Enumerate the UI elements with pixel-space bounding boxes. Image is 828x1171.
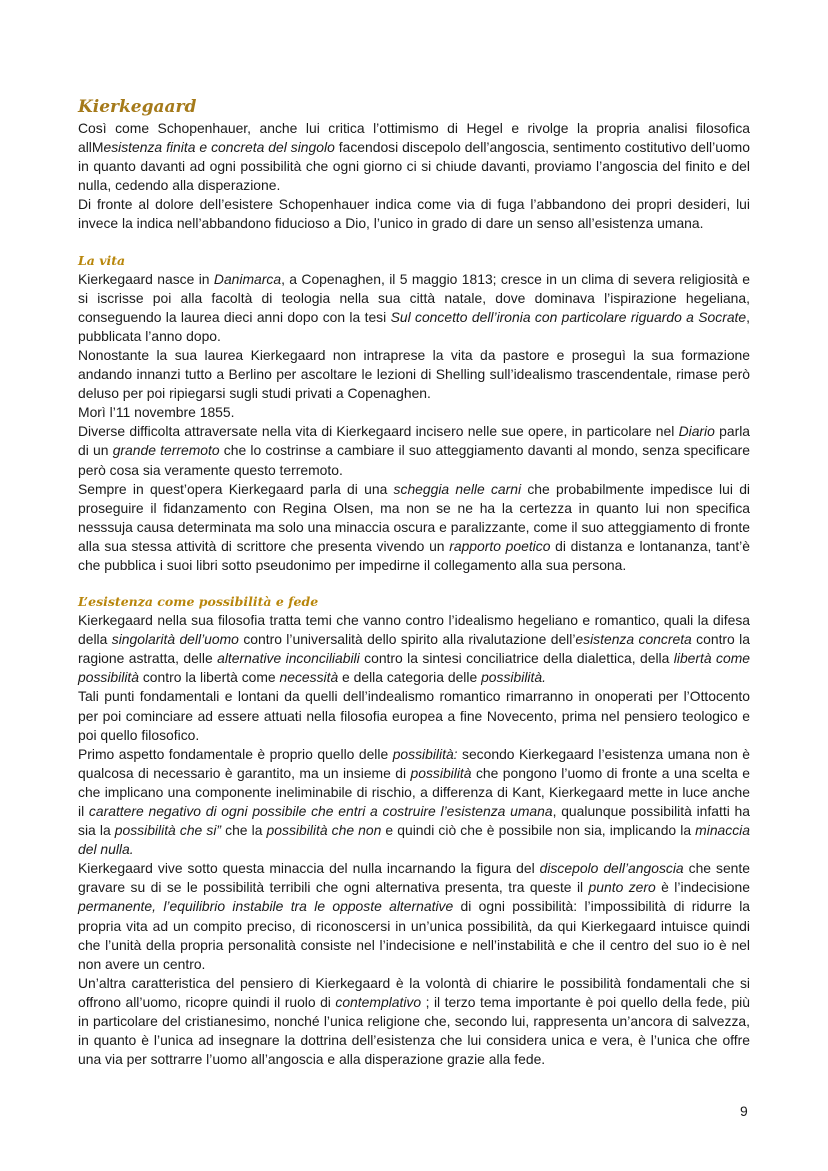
italic-text: libertà come possibilità [78,650,750,686]
intro-block [78,119,750,234]
paragraph [78,403,750,422]
spacer [78,234,750,252]
italic-text: minaccia del nulla. [78,822,750,858]
paragraph [78,480,750,575]
italic-text: carattere negativo di ogni possibile che entri a costruire l’esistenza umana [88,803,553,819]
text-run: che la [221,822,267,839]
text-run: Diverse difficolta attraversate nella vita di Kierkegaard incisero nelle sue opere, in particolare nel [78,423,679,440]
text-run: Così come Schopenhauer, anche lui critica l’ottimismo di Hegel e rivolge la propria analisi filosofica allM [78,120,750,156]
page-title: Kierkegaard [78,97,197,117]
text-run: di ogni possibilità: l’impossibilità di ridurre la propria vita ad un compito preciso, di riconoscersi in un’unica possibilità, da qui Kierkegaard intuisce quindi che l’unità della propria personalità consiste nel l’indecisione e nell’instabilità e che il centro del suo io è nel non avere un centro. [78,898,751,972]
text-run: Morì l’11 novembre 1855. [78,404,235,421]
text-run: ; il terzo tema importante è poi quello della fede, più in particolare del cristianesimo, nonché l’unica religione che, secondo lui, rappresenta un’ancora di salvezza, in quanto è l’unica ad insegnare la dottrina dell’esistenza che lui considera unica e vera, è l’unica che offre una via per sottrarre l’uomo all’angoscia e alla disperazione grazie alla fede. [78,993,750,1068]
section-la-vita-body [78,270,750,576]
paragraph [78,687,750,744]
paragraph [78,422,750,479]
text-run: facendosi discepolo dell’angoscia, sentimento costitutivo dell’uomo in quanto davanti ad ogni possibilità che ogni giorno ci si chiude davanti, proviamo l’angoscia del finito e del nulla, cedendo alla disperazione. [78,139,750,194]
text-run: Primo aspetto fondamentale è proprio quello delle [78,745,393,762]
text-run: contro la libertà come [139,669,280,686]
section-heading-esistenza: L’esistenza come possibilità e fede [78,594,319,610]
text-run: Kierkegaard nella sua filosofia tratta temi che vanno contro l’idealismo hegeliano e romantico, quali la difesa della [78,612,750,648]
text-run: di distanza e lontananza, tant’è che pubblica i suoi libri sotto pseudonimo per impedirne il collegamento alla sua persona. [78,537,750,573]
text-run: Kierkegaard vive sotto questa minaccia del nulla incarnando la figura del [78,860,540,877]
paragraph [78,270,750,346]
text-run: Kierkegaard nasce in [78,270,214,287]
text-run: , a Copenaghen, il 5 maggio 1813; cresce in un clima di severa religiosità e si iscrisse poi alla facoltà di teologia nella sua città natale, dove dominava l’ispirazione hegeliana, conseguendo la laurea dieci anni dopo con la tesi [78,270,750,325]
italic-text: singolarità dell’uomo [111,631,239,648]
spacer [78,575,750,593]
text-run: , qualunque possibilità infatti ha sia la [78,803,750,839]
document-page [78,96,750,1069]
paragraph [78,611,750,687]
italic-text: possibilità. [481,669,546,686]
text-run: e quindi ciò che è possibile non sia, implicando la [381,822,696,839]
italic-text: rapporto poetico [449,537,551,554]
text-run: che pongono l’uomo di fronte a una scelta e che implicano una componente ineliminabile di rischio, a differenza di Kant, Kierkegaard mette in luce anche il [78,764,751,819]
text-run: contro la sintesi conciliatrice della dialettica, della [359,650,674,667]
text-run: , pubblicata l’anno dopo. [78,308,750,344]
text-run: che probabilmente impedisce lui di proseguire il fidanzamento con Regina Olsen, ma non se ne ha la certezza in quanto lui non specifica nesssuja causa determinata ma solo una minaccia oscura e paralizzante, come il suo atteggiamento di fronte alla sua stessa attività di scrittore che presenta vivendo un [78,480,751,554]
text-run: Di fronte al dolore dell’esistere Schopenhauer indica come via di fuga l’abbandono dei propri desideri, lui invece la indica nell’abbandono fiducioso a Dio, l’unico in grado di dare un senso all’esistenza umana. [78,196,750,232]
text-run: e della categoria delle [338,669,482,686]
text-run: Sempre in quest’opera Kierkegaard parla di una [78,480,394,497]
italic-text: possibilità: [392,745,458,762]
text-run: è l’indecisione [655,879,750,896]
text-run: che sente gravare su di se le possibilità terribili che ogni alternativa presenta, tra queste il [78,860,750,896]
italic-text: Danimarca [213,270,282,287]
section-esistenza-body [78,611,750,1069]
italic-text: esistenza concreta [575,631,692,648]
paragraph [78,745,750,860]
italic-text: permanente, l’equilibrio instabile tra le opposte alternative [78,898,454,915]
paragraph [78,974,750,1069]
italic-text: possibilità [410,764,472,781]
italic-text: necessità [279,669,339,686]
italic-text: contemplativo [335,993,422,1010]
italic-text: possibilità che non [266,822,382,839]
text-run: Nonostante la sua laurea Kierkegaard non intraprese la vita da pastore e proseguì la sua formazione andando innanzi tutto a Berlino per ascoltare le lezioni di Shelling sull’idealismo trascendentale, rimase però deluso per poi ripiegarsi sugli studi privati a Copenaghen. [78,346,750,402]
italic-text: alternative inconciliabili [217,650,360,667]
italic-text: punto zero [588,879,656,896]
italic-text: scheggia nelle carni [393,480,522,497]
italic-text: Diario [678,423,715,440]
italic-text: Sul concetto dell’ironia con particolare riguardo a Socrate [390,308,747,325]
text-run: secondo Kierkegaard l’esistenza umana non è qualcosa di necessario è garantito, ma un insieme di [78,745,750,781]
text-run: Un’altra caratteristica del pensiero di Kierkegaard è la volontà di chiarire le possibilità fondamentali che si offrono all’uomo, ricopre quindi il ruolo di [78,974,750,1010]
section-heading-la-vita: La vita [78,252,126,268]
text-run: parla di un [78,423,751,459]
text-run: contro l’universalità dello spirito alla rivalutazione dell’ [238,631,576,648]
paragraph [78,119,750,195]
italic-text: grande terremoto [112,442,220,459]
text-run: contro la ragione astratta, delle [78,631,750,667]
paragraph [78,195,750,233]
page-number: 9 [740,1103,748,1119]
italic-text: esistenza finita e concreta del singolo [103,139,335,156]
paragraph [78,346,750,403]
paragraph [78,859,750,974]
italic-text: discepolo dell’angoscia [539,860,684,877]
text-run: Tali punti fondamentali e lontani da quelli dell’indealismo romantico rimarranno in onoperati per l’Ottocento per poi cominciare ad essere attuati nella filosofia europea a fine Novecento, prima nel pensiero teologico e poi quello filosofico. [78,688,750,743]
italic-text: possibilità che si” [114,822,222,839]
text-run: che lo costrinse a cambiare il suo atteggiamento davanti al mondo, senza specificare però cosa sia veramente questo terremoto. [78,442,750,478]
